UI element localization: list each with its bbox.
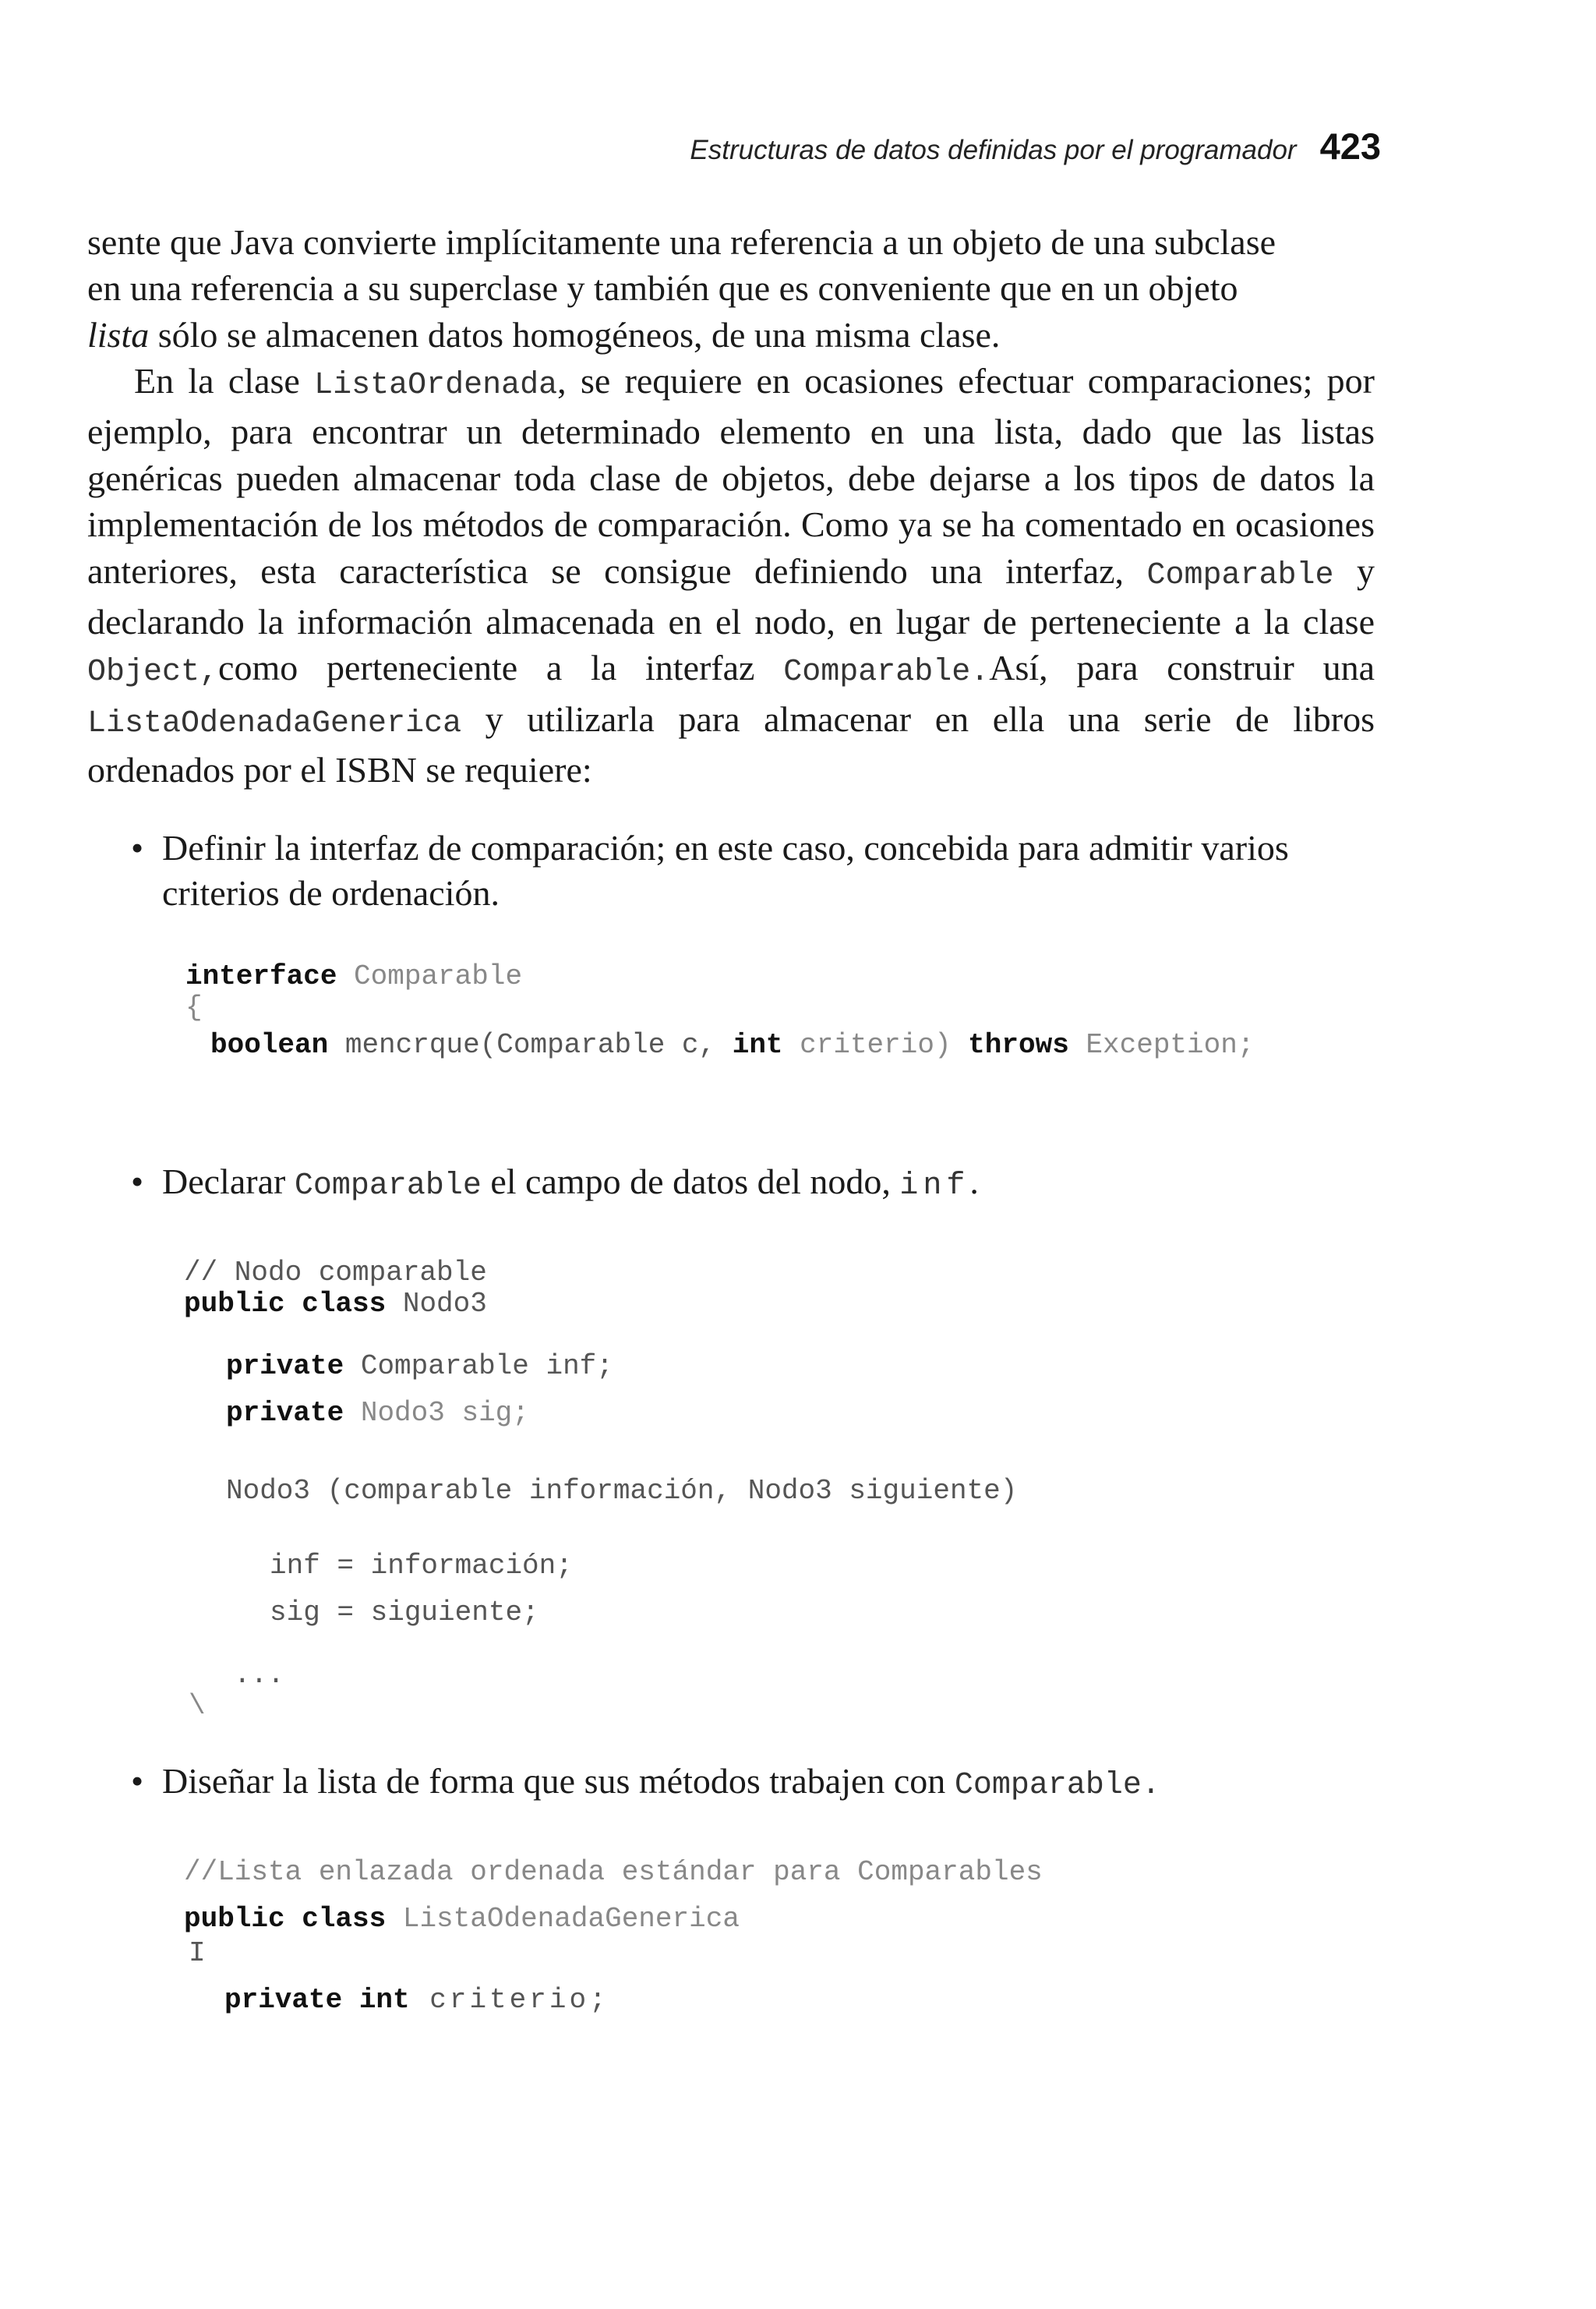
code-term: inf: [899, 1169, 970, 1204]
code-block-nodo3: [184, 1257, 1017, 1722]
code-line: [226, 1398, 1017, 1429]
paragraph-2: [87, 358, 1375, 794]
code-block-lista: [184, 1857, 1043, 2016]
code-term: Comparable: [294, 1169, 482, 1204]
code-line: [226, 1476, 1017, 1507]
code-text: Nodo3 (comparable información, Nodo3 siguiente): [226, 1475, 1018, 1507]
keyword: interface: [185, 960, 337, 992]
code-text: Comparable: [337, 960, 523, 992]
text-run: Así, para construir una: [989, 648, 1375, 688]
code-term: Object,: [87, 655, 219, 691]
bullet-text: [162, 1159, 1375, 1209]
code-text: sig = siguiente;: [270, 1596, 539, 1628]
paragraph-1-line-3: [87, 312, 1375, 358]
code-line: [270, 1551, 1017, 1582]
code-line: [184, 1857, 1043, 1888]
keyword: boolean: [210, 1029, 329, 1061]
code-line: [184, 1289, 1017, 1320]
bullet-text: Definir la interfaz de comparación; en este caso, concebida para admitir varios criterios de ordenación.: [162, 828, 1289, 913]
code-line: [224, 1985, 1043, 2016]
bullet-item-1: [131, 826, 1375, 916]
text-run: Declarar: [162, 1162, 295, 1201]
code-text: criterio;: [409, 1984, 609, 2016]
code-term: ListaOdenadaGenerica: [87, 705, 462, 741]
code-text: ListaOdenadaGenerica: [386, 1903, 740, 1935]
keyword: int: [732, 1029, 783, 1061]
text-run: Diseñar la lista de forma que sus métodos trabajen con: [162, 1761, 955, 1801]
keyword: private: [226, 1397, 344, 1429]
bullet-marker: •: [131, 828, 144, 868]
code-term: Comparable: [1146, 557, 1334, 593]
paragraph-1-line-3-rest: sólo se almacenen datos homogéneos, de una misma clase.: [149, 314, 1001, 355]
bullet-item-2: [131, 1159, 1375, 1209]
code-line: [189, 1938, 1043, 1969]
keyword: public class: [184, 1288, 387, 1320]
code-text: inf = información;: [270, 1550, 573, 1582]
code-line: [226, 1351, 1017, 1382]
code-line: [185, 961, 1254, 992]
code-line: [184, 1904, 1043, 1935]
paragraph-1-line-1: sente que Java convierte implícitamente una referencia a un objeto de una subclase: [87, 222, 1276, 262]
bullet-text: [162, 1759, 1375, 1809]
bullet-marker: •: [131, 1761, 144, 1801]
keyword: private: [226, 1350, 344, 1382]
code-line: [185, 992, 1254, 1024]
code-text: Nodo3: [386, 1288, 487, 1320]
code-text: ...: [234, 1659, 284, 1691]
text-run: como perteneciente a la interfaz: [218, 648, 784, 688]
code-text: Comparable inf;: [344, 1350, 613, 1382]
code-comment: // Nodo comparable: [184, 1257, 487, 1289]
paragraph-2-text: [87, 358, 1375, 794]
code-block-interface: [185, 961, 1254, 1061]
code-text: criterio): [782, 1029, 969, 1061]
running-header: [690, 125, 1381, 168]
text-run: , se requiere en ocasiones efectuar comparaciones; por ejemplo, para encontrar un determinado elemento en una lista, dado que las listas genéricas pueden almacenar toda clase de objetos, debe dejarse a los tipos de datos la implementación de los métodos de comparación. Como ya se ha comentado en ocasiones anteriores, esta característica se consigue definiendo una interfaz,: [87, 361, 1375, 591]
code-line: [234, 1660, 1017, 1691]
italic-word: lista: [87, 314, 150, 355]
keyword: private int: [224, 1984, 410, 2016]
text-run: y utilizarla para almacenar en ella una serie de libros ordenados por el ISBN se requiere:: [87, 698, 1375, 790]
code-term: ListaOrdenada: [314, 368, 558, 403]
text-run: y declarando la información almacenada en el nodo, en lugar de perteneciente a la clase: [87, 550, 1375, 642]
paragraph-1: [87, 219, 1375, 358]
text-run: .: [969, 1162, 979, 1201]
code-line: [210, 1030, 1254, 1061]
code-text: Nodo3 sig;: [344, 1397, 529, 1429]
keyword: public class: [184, 1903, 387, 1935]
code-text: Exception;: [1068, 1029, 1255, 1061]
code-comment: //Lista enlazada ordenada estándar para Comparables: [184, 1856, 1043, 1888]
paragraph-1-line-2: en una referencia a su superclase y también que es conveniente que en un objeto: [87, 268, 1238, 309]
code-text: I: [189, 1937, 206, 1969]
bullet-marker: •: [131, 1162, 144, 1201]
text-run: En la clase: [134, 361, 315, 401]
code-term: Comparable.: [954, 1768, 1160, 1803]
running-title: Estructuras de datos definidas por el programador: [690, 135, 1297, 165]
keyword: throws: [968, 1029, 1069, 1061]
code-term: Comparable.: [783, 655, 990, 691]
page-number: 423: [1319, 126, 1381, 167]
code-text: mencrque(Comparable c,: [328, 1029, 733, 1061]
code-line: [184, 1257, 1017, 1289]
code-line: [270, 1597, 1017, 1628]
code-line: [189, 1691, 1017, 1722]
code-text: {: [185, 992, 203, 1024]
text-run: el campo de datos del nodo,: [481, 1162, 900, 1201]
code-text: \: [189, 1690, 206, 1722]
bullet-item-3: [131, 1759, 1375, 1809]
